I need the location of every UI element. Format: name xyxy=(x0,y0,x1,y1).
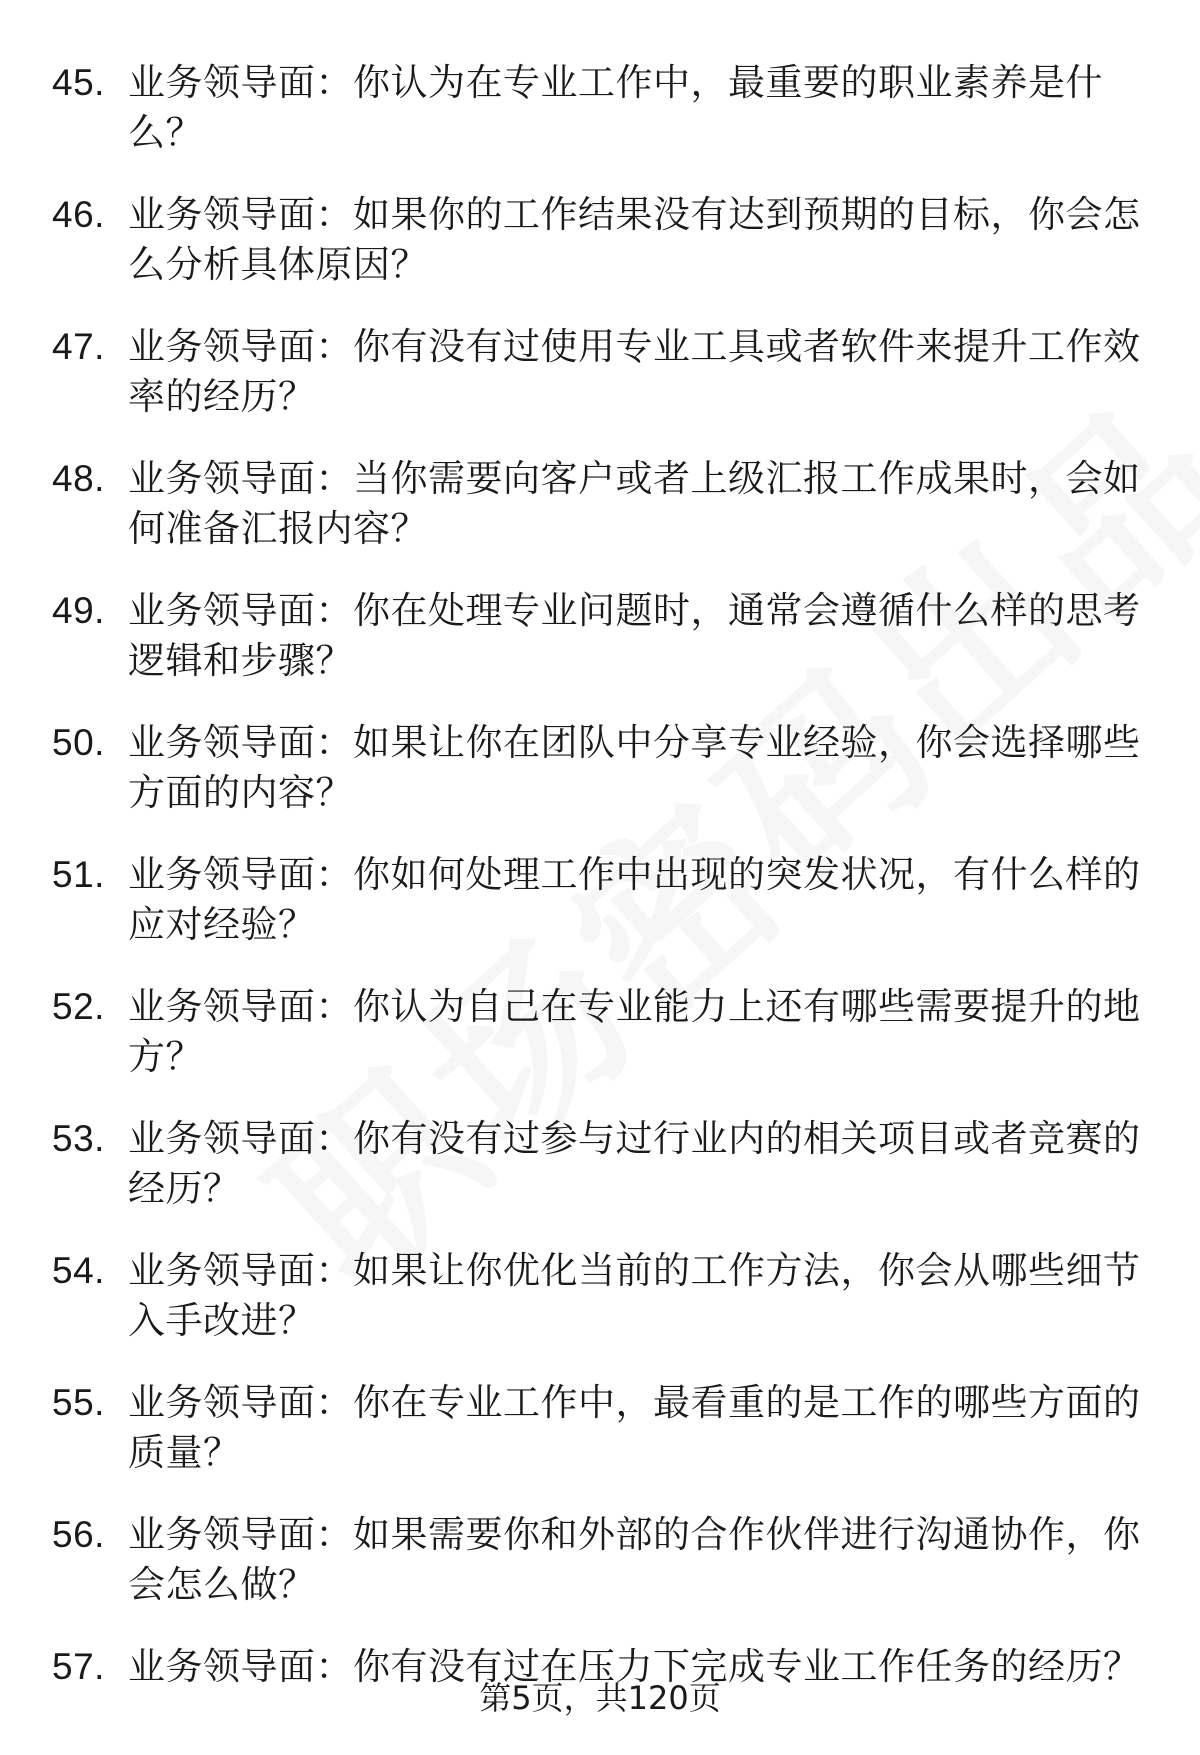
question-number: 53. xyxy=(52,1118,105,1159)
list-item xyxy=(52,982,1152,1082)
list-item xyxy=(52,1378,1152,1478)
list-item xyxy=(52,850,1152,950)
question-text: 业务领导面：你在专业工作中，最看重的是工作的哪些方面的质量？ xyxy=(128,1381,1141,1474)
question-number: 55. xyxy=(52,1382,105,1423)
question-text: 业务领导面：你有没有过参与过行业内的相关项目或者竞赛的经历？ xyxy=(128,1117,1141,1210)
question-number: 49. xyxy=(52,590,105,631)
question-number: 50. xyxy=(52,722,105,763)
question-number: 45. xyxy=(52,62,105,103)
page-footer xyxy=(0,1676,1200,1720)
question-list xyxy=(52,58,1152,1724)
question-text: 业务领导面：你在处理专业问题时，通常会遵循什么样的思考逻辑和步骤？ xyxy=(128,589,1141,682)
list-item xyxy=(52,718,1152,818)
list-item xyxy=(52,190,1152,290)
list-item xyxy=(52,58,1152,158)
question-number: 54. xyxy=(52,1250,105,1291)
question-number: 56. xyxy=(52,1514,105,1555)
question-text: 业务领导面：如果你的工作结果没有达到预期的目标，你会怎么分析具体原因？ xyxy=(128,193,1141,286)
list-item xyxy=(52,586,1152,686)
question-number: 48. xyxy=(52,458,105,499)
question-number: 51. xyxy=(52,854,105,895)
question-text: 业务领导面：你有没有过在压力下完成专业工作任务的经历？ xyxy=(128,1645,1141,1688)
list-item xyxy=(52,322,1152,422)
question-number: 57. xyxy=(52,1646,105,1687)
list-item xyxy=(52,1114,1152,1214)
question-text: 业务领导面：你有没有过使用专业工具或者软件来提升工作效率的经历？ xyxy=(128,325,1141,418)
question-text: 业务领导面：你认为自己在专业能力上还有哪些需要提升的地方？ xyxy=(128,985,1141,1078)
page-number-label: 第5页，共120页 xyxy=(479,1679,721,1717)
question-number: 46. xyxy=(52,194,105,235)
question-text: 业务领导面：如果让你在团队中分享专业经验，你会选择哪些方面的内容？ xyxy=(128,721,1141,814)
question-text: 业务领导面：你认为在专业工作中，最重要的职业素养是什么？ xyxy=(128,61,1103,154)
question-text: 业务领导面：你如何处理工作中出现的突发状况，有什么样的应对经验？ xyxy=(128,853,1141,946)
question-text: 业务领导面：当你需要向客户或者上级汇报工作成果时，会如何准备汇报内容？ xyxy=(128,457,1141,550)
question-number: 47. xyxy=(52,326,105,367)
question-text: 业务领导面：如果让你优化当前的工作方法，你会从哪些细节入手改进？ xyxy=(128,1249,1141,1342)
list-item xyxy=(52,1246,1152,1346)
question-text: 业务领导面：如果需要你和外部的合作伙伴进行沟通协作，你会怎么做？ xyxy=(128,1513,1141,1606)
question-number: 52. xyxy=(52,986,105,1027)
list-item xyxy=(52,1510,1152,1610)
list-item xyxy=(52,454,1152,554)
